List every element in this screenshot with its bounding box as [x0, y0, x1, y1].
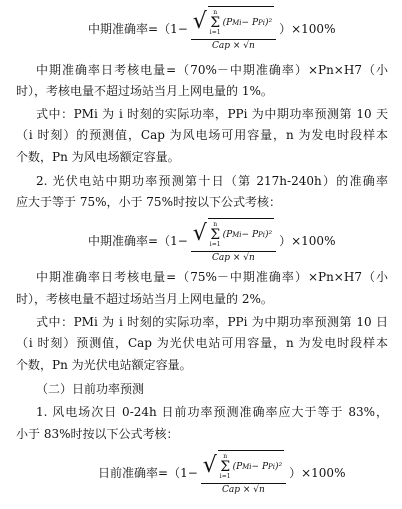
formula-label: 日前准确率= [98, 466, 169, 480]
fraction: √ n Σ i=1 (P Mi − P Pi )² Cap × √n [191, 6, 276, 51]
paragraph: 2. 光伏电站中期功率预测第十日（第 217h-240h）的准确率 [36, 174, 388, 188]
formula-day-ahead-accuracy: 日前准确率= （1− √ n Σ i=1 (P Mi − P Pi )² Cap × √n ） ×100% [98, 450, 345, 495]
paragraph: 时），考核电量不超过场站当月上网电量的 1%。 [16, 84, 273, 98]
paragraph: 小于 83%时按以下公式考核： [16, 427, 179, 441]
paragraph: （i 时刻）预测值，Cap 为光伏电站可用容量，n 为发电时段样本 [16, 336, 388, 350]
paragraph: 个数，Pn 为风电场额定容量。 [16, 150, 180, 164]
paragraph: 中期准确率日考核电量=（75%－中期准确率）×Pn×H7（小 [36, 270, 388, 284]
formula-label: 中期准确率= [88, 234, 159, 248]
paragraph: 1. 风电场次日 0-24h 日前功率预测准确率应大于等于 83%， [36, 405, 388, 419]
paragraph: 中期准确率日考核电量=（70%－中期准确率）×Pn×H7（小 [36, 63, 388, 77]
paragraph: 式中：PMi 为 i 时刻的实际功率，PPi 为中期功率预测第 10 天 [36, 107, 388, 121]
paragraph: 时），考核电量不超过场站当月上网电量的 2%。 [16, 292, 273, 306]
formula-label: 中期准确率= [88, 22, 159, 36]
paragraph: 式中：PMi 为 i 时刻的实际功率，PPi 为中期功率预测第 10 日 [36, 315, 388, 329]
paragraph: 个数，Pn 为光伏电站额定容量。 [16, 358, 192, 372]
formula-mid-term-accuracy-wind: 中期准确率= （1− √ n Σ i=1 (P Mi − P Pi )² Cap × √n ） ×100% [88, 6, 335, 51]
section-heading: （二）日前功率预测 [36, 382, 145, 396]
fraction: √ n Σ i=1 (P Mi − P Pi )² Cap × √n [191, 218, 276, 263]
paragraph: （i 时刻）的预测值，Cap 为风电场可用容量，n 为发电时段样本 [16, 128, 388, 142]
formula-mid-term-accuracy-pv: 中期准确率= （1− √ n Σ i=1 (P Mi − P Pi )² Cap × √n ） ×100% [88, 218, 335, 263]
paragraph: 应大于等于 75%，小于 75%时按以下公式考核： [16, 195, 281, 209]
fraction: √ n Σ i=1 (P Mi − P Pi )² Cap × √n [201, 450, 286, 495]
